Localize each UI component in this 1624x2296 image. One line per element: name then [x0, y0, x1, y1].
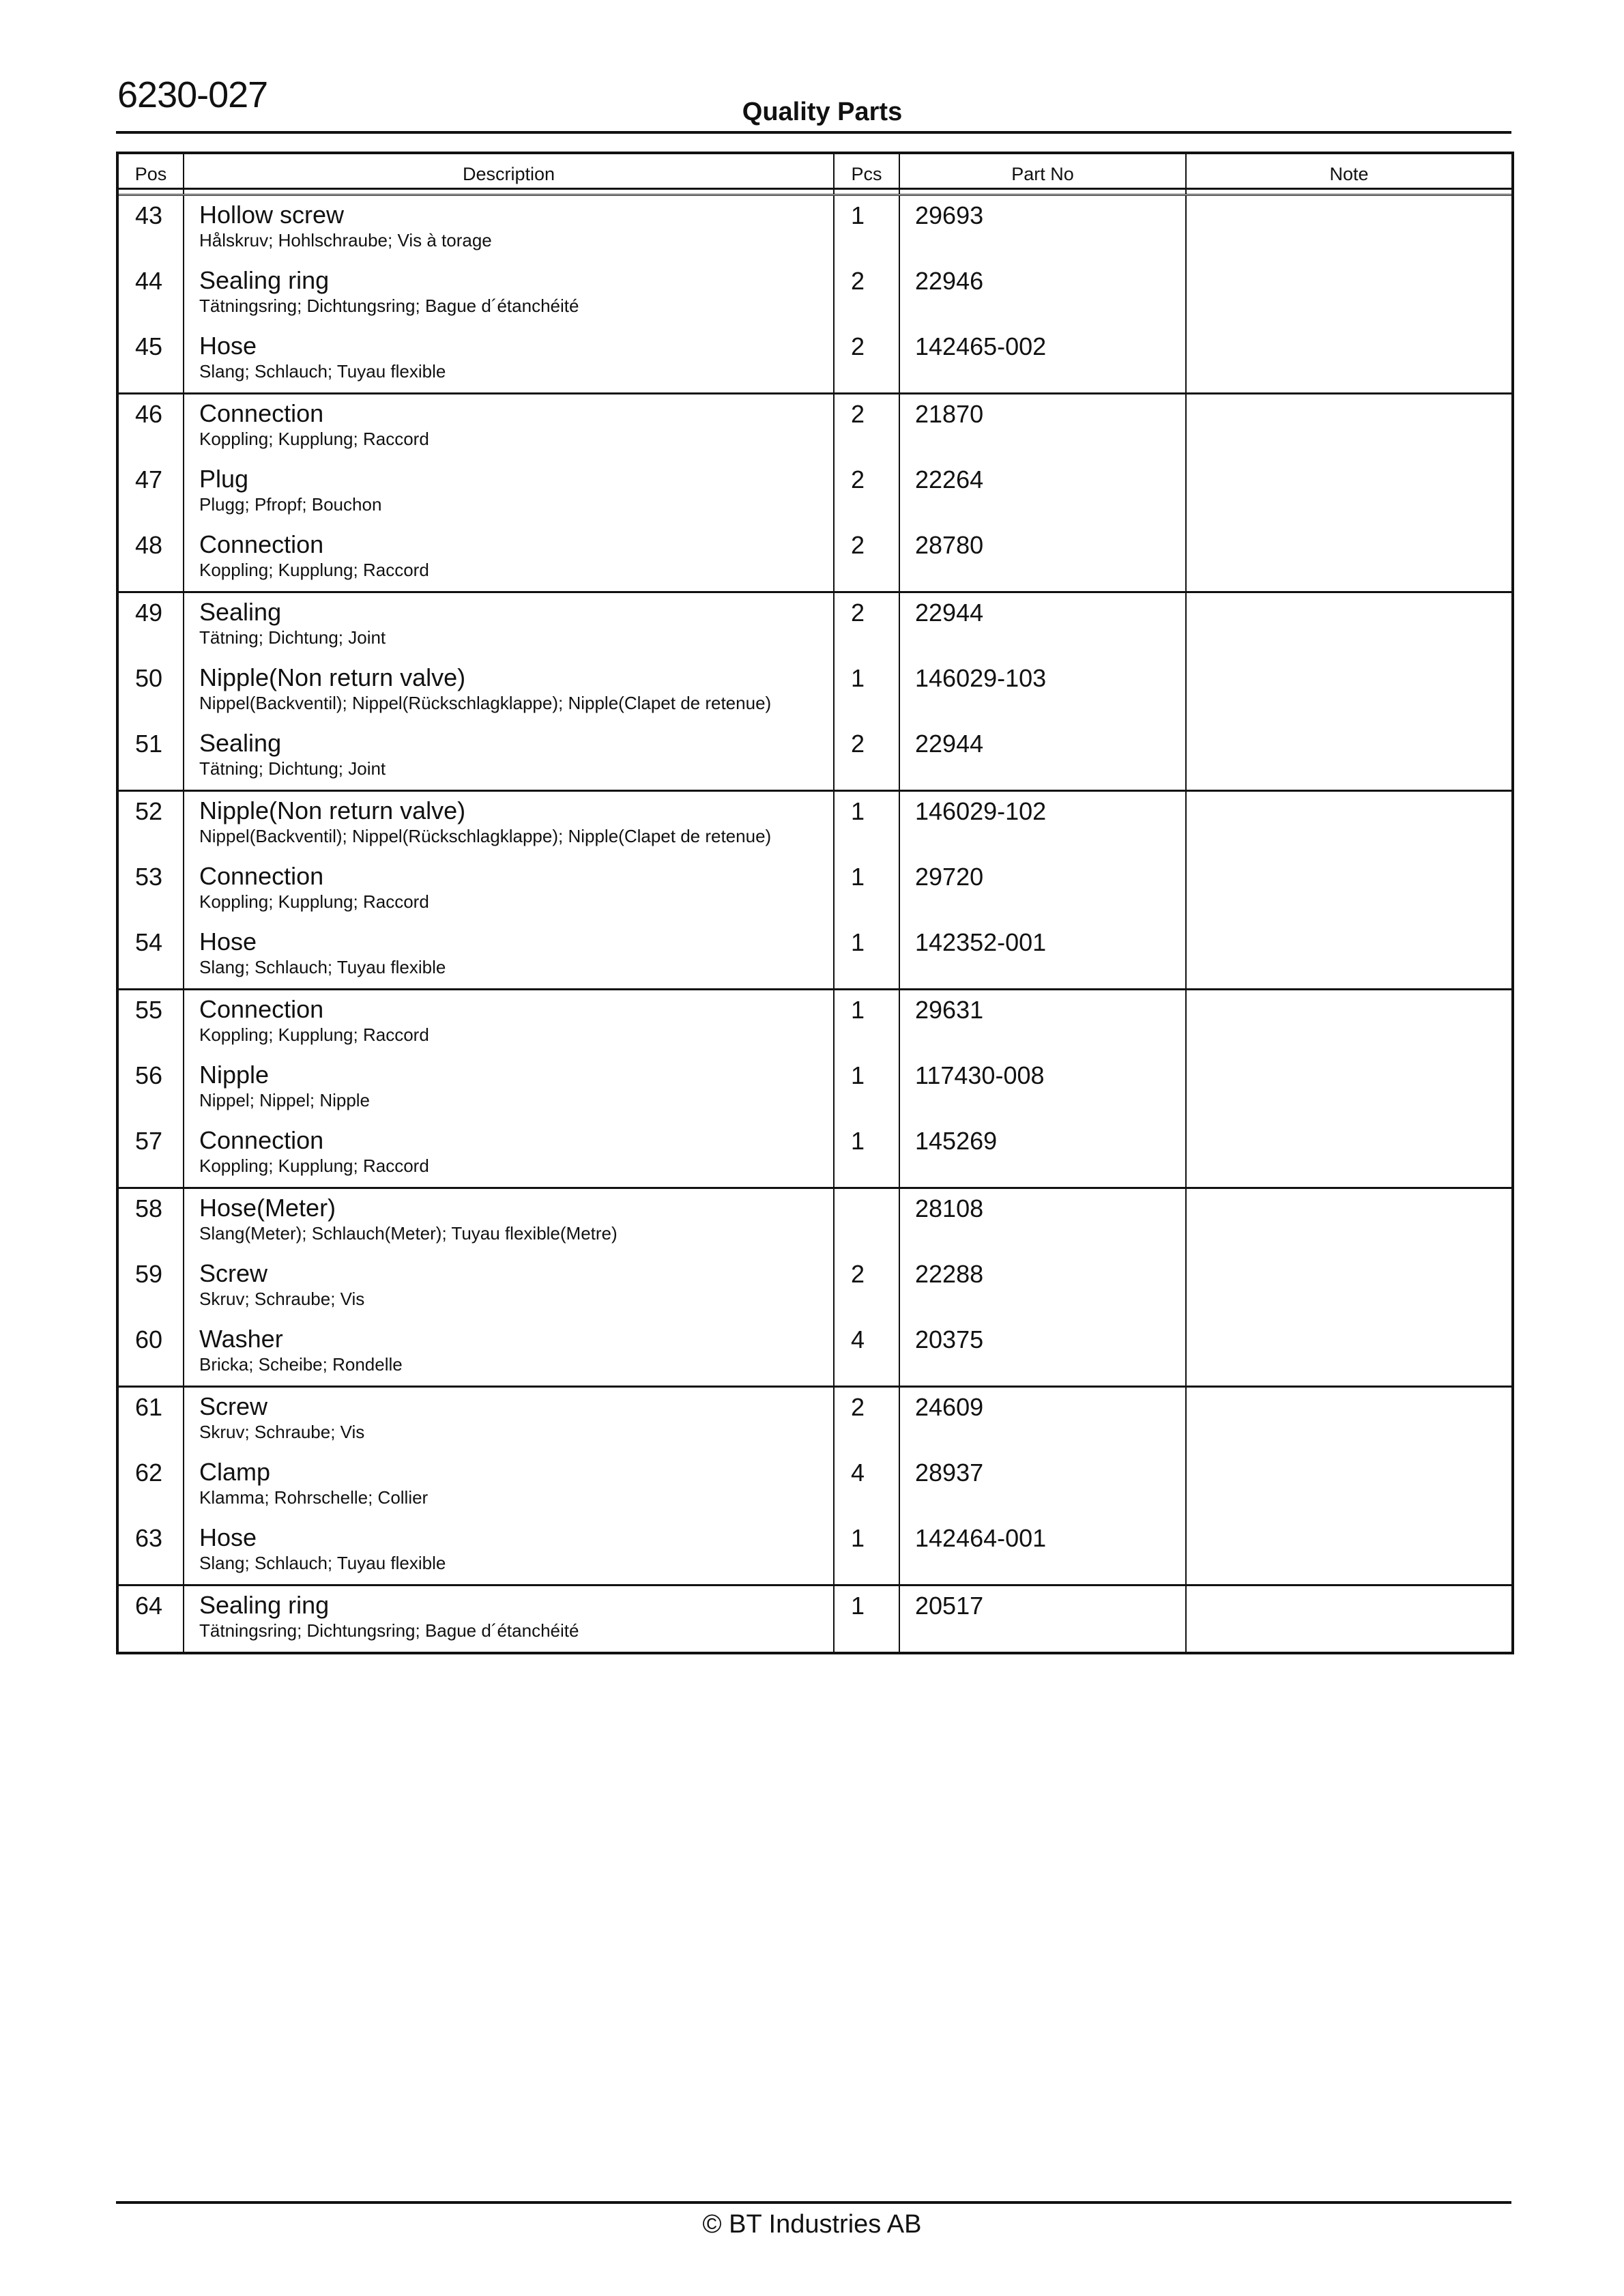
- part-translations: Koppling; Kupplung; Raccord: [199, 429, 429, 449]
- part-number-cell: 24609: [899, 1387, 1186, 1454]
- part-number-cell: 28937: [899, 1453, 1186, 1519]
- pos-cell: 52: [117, 791, 184, 858]
- pcs-cell: 2: [834, 592, 899, 659]
- description-cell: [184, 526, 834, 592]
- part-name: Connection: [199, 862, 324, 890]
- description-cell: [184, 460, 834, 526]
- note-cell: [1186, 1387, 1513, 1454]
- note-cell: [1186, 327, 1513, 394]
- pos-cell: 62: [117, 1453, 184, 1519]
- part-translations: Slang; Schlauch; Tuyau flexible: [199, 1553, 446, 1573]
- pcs-cell: 4: [834, 1320, 899, 1387]
- column-header-part-no: Part No: [899, 153, 1186, 195]
- pcs-cell: 1: [834, 1121, 899, 1188]
- part-translations: Koppling; Kupplung; Raccord: [199, 560, 429, 580]
- part-translations: Tätningsring; Dichtungsring; Bague d´étanchéité: [199, 1620, 579, 1641]
- pcs-cell: 2: [834, 1254, 899, 1320]
- pos-cell: 45: [117, 327, 184, 394]
- note-cell: [1186, 460, 1513, 526]
- pos-cell: 56: [117, 1056, 184, 1121]
- part-translations: Slang(Meter); Schlauch(Meter); Tuyau flexible(Metre): [199, 1223, 618, 1244]
- description-cell: [184, 724, 834, 791]
- part-name: Sealing ring: [199, 266, 330, 294]
- description-cell: [184, 990, 834, 1057]
- pos-cell: 58: [117, 1188, 184, 1255]
- column-header-note: Note: [1186, 153, 1513, 195]
- table-row: [117, 1585, 1513, 1654]
- part-number-cell: 22944: [899, 724, 1186, 791]
- column-header-description: Description: [184, 153, 834, 195]
- part-name: Washer: [199, 1325, 283, 1353]
- table-row: [117, 1387, 1513, 1454]
- table-row: [117, 1254, 1513, 1320]
- part-number-cell: 22264: [899, 460, 1186, 526]
- table-row: [117, 923, 1513, 990]
- part-number-cell: 117430-008: [899, 1056, 1186, 1121]
- table-row: [117, 724, 1513, 791]
- part-number-cell: 22288: [899, 1254, 1186, 1320]
- part-name: Hollow screw: [199, 201, 345, 229]
- description-cell: [184, 1188, 834, 1255]
- header-divider: [116, 131, 1511, 134]
- note-cell: [1186, 990, 1513, 1057]
- part-translations: Plugg; Pfropf; Bouchon: [199, 494, 382, 515]
- table-row: [117, 195, 1513, 262]
- part-name: Nipple(Non return valve): [199, 797, 466, 824]
- part-translations: Skruv; Schraube; Vis: [199, 1289, 365, 1309]
- pos-cell: 54: [117, 923, 184, 990]
- pcs-cell: 1: [834, 195, 899, 262]
- part-number-cell: 20375: [899, 1320, 1186, 1387]
- description-cell: [184, 791, 834, 858]
- table-row: [117, 1056, 1513, 1121]
- part-translations: Tätningsring; Dichtungsring; Bague d´étanchéité: [199, 296, 579, 316]
- pcs-cell: 1: [834, 1056, 899, 1121]
- table-row-group: [117, 394, 1513, 592]
- note-cell: [1186, 1519, 1513, 1585]
- note-cell: [1186, 1453, 1513, 1519]
- note-cell: [1186, 857, 1513, 923]
- part-number-cell: 146029-102: [899, 791, 1186, 858]
- part-translations: Bricka; Scheibe; Rondelle: [199, 1354, 403, 1375]
- pos-cell: 64: [117, 1585, 184, 1654]
- column-header-pos: Pos: [117, 153, 184, 195]
- note-cell: [1186, 1121, 1513, 1188]
- note-cell: [1186, 1585, 1513, 1654]
- column-header-pcs: Pcs: [834, 153, 899, 195]
- pcs-cell: 2: [834, 526, 899, 592]
- table-row: [117, 526, 1513, 592]
- description-cell: [184, 923, 834, 990]
- part-name: Plug: [199, 465, 249, 493]
- pcs-cell: 1: [834, 1585, 899, 1654]
- part-translations: Tätning; Dichtung; Joint: [199, 758, 386, 779]
- note-cell: [1186, 592, 1513, 659]
- description-cell: [184, 1121, 834, 1188]
- part-name: Nipple: [199, 1061, 270, 1089]
- table-row: [117, 460, 1513, 526]
- pcs-cell: 2: [834, 261, 899, 327]
- pcs-cell: 1: [834, 923, 899, 990]
- table-row-group: [117, 195, 1513, 394]
- pos-cell: 57: [117, 1121, 184, 1188]
- part-name: Screw: [199, 1392, 268, 1420]
- description-cell: [184, 1453, 834, 1519]
- page-title: Quality Parts: [742, 98, 903, 126]
- description-cell: [184, 1585, 834, 1654]
- part-name: Connection: [199, 399, 324, 427]
- note-cell: [1186, 1254, 1513, 1320]
- note-cell: [1186, 195, 1513, 262]
- note-cell: [1186, 724, 1513, 791]
- table-row: [117, 327, 1513, 394]
- part-name: Nipple(Non return valve): [199, 663, 466, 691]
- table-row-group: [117, 1188, 1513, 1387]
- part-name: Sealing: [199, 598, 282, 626]
- pcs-cell: 1: [834, 990, 899, 1057]
- pcs-cell: 2: [834, 394, 899, 461]
- pos-cell: 47: [117, 460, 184, 526]
- part-number-cell: 146029-103: [899, 659, 1186, 724]
- part-translations: Slang; Schlauch; Tuyau flexible: [199, 361, 446, 382]
- description-cell: [184, 1254, 834, 1320]
- note-cell: [1186, 659, 1513, 724]
- table-row-group: [117, 791, 1513, 990]
- part-translations: Nippel(Backventil); Nippel(Rückschlagklappe); Nipple(Clapet de retenue): [199, 693, 772, 713]
- part-name: Connection: [199, 530, 324, 558]
- pos-cell: 55: [117, 990, 184, 1057]
- table-row-group: [117, 990, 1513, 1188]
- part-name: Sealing: [199, 729, 282, 757]
- part-number-cell: 20517: [899, 1585, 1186, 1654]
- note-cell: [1186, 923, 1513, 990]
- part-number-cell: 21870: [899, 394, 1186, 461]
- description-cell: [184, 1320, 834, 1387]
- note-cell: [1186, 261, 1513, 327]
- part-name: Clamp: [199, 1458, 271, 1486]
- part-translations: Hålskruv; Hohlschraube; Vis à torage: [199, 230, 492, 250]
- pcs-cell: 4: [834, 1453, 899, 1519]
- table-row: [117, 1121, 1513, 1188]
- part-number-cell: 28780: [899, 526, 1186, 592]
- description-cell: [184, 327, 834, 394]
- table-row: [117, 1453, 1513, 1519]
- part-translations: Koppling; Kupplung; Raccord: [199, 1156, 429, 1176]
- part-name: Connection: [199, 995, 324, 1023]
- part-name: Hose(Meter): [199, 1194, 336, 1222]
- table-row-group: [117, 1387, 1513, 1585]
- copyright-footer: © BT Industries AB: [702, 2210, 922, 2239]
- description-cell: [184, 261, 834, 327]
- table-row: [117, 394, 1513, 461]
- description-cell: [184, 1056, 834, 1121]
- part-number-cell: 145269: [899, 1121, 1186, 1188]
- part-translations: Slang; Schlauch; Tuyau flexible: [199, 957, 446, 977]
- part-translations: Koppling; Kupplung; Raccord: [199, 891, 429, 912]
- description-cell: [184, 195, 834, 262]
- pos-cell: 48: [117, 526, 184, 592]
- part-number-cell: 142465-002: [899, 327, 1186, 394]
- table-row: [117, 1320, 1513, 1387]
- part-name: Hose: [199, 332, 257, 360]
- table-row: [117, 1519, 1513, 1585]
- note-cell: [1186, 791, 1513, 858]
- description-cell: [184, 592, 834, 659]
- table-row: [117, 1188, 1513, 1255]
- part-translations: Klamma; Rohrschelle; Collier: [199, 1487, 429, 1508]
- pcs-cell: 2: [834, 327, 899, 394]
- note-cell: [1186, 526, 1513, 592]
- table-row: [117, 857, 1513, 923]
- part-number-cell: 142352-001: [899, 923, 1186, 990]
- part-name: Screw: [199, 1259, 268, 1287]
- table-header: [117, 153, 1513, 195]
- pos-cell: 51: [117, 724, 184, 791]
- table-row: [117, 659, 1513, 724]
- table-row: [117, 261, 1513, 327]
- description-cell: [184, 1519, 834, 1585]
- part-number-cell: 29693: [899, 195, 1186, 262]
- pcs-cell: 2: [834, 1387, 899, 1454]
- pcs-cell: 1: [834, 857, 899, 923]
- pos-cell: 49: [117, 592, 184, 659]
- pcs-cell: [834, 1188, 899, 1255]
- footer-divider: [116, 2201, 1511, 2204]
- note-cell: [1186, 1188, 1513, 1255]
- part-number-cell: 22944: [899, 592, 1186, 659]
- table-row: [117, 592, 1513, 659]
- part-number-cell: 29720: [899, 857, 1186, 923]
- pcs-cell: 1: [834, 659, 899, 724]
- pcs-cell: 2: [834, 460, 899, 526]
- table-row: [117, 990, 1513, 1057]
- part-name: Hose: [199, 1523, 257, 1551]
- pos-cell: 53: [117, 857, 184, 923]
- part-translations: Tätning; Dichtung; Joint: [199, 627, 386, 648]
- pos-cell: 43: [117, 195, 184, 262]
- description-cell: [184, 659, 834, 724]
- pos-cell: 60: [117, 1320, 184, 1387]
- pos-cell: 46: [117, 394, 184, 461]
- table-row: [117, 791, 1513, 858]
- pcs-cell: 1: [834, 1519, 899, 1585]
- part-name: Sealing ring: [199, 1591, 330, 1619]
- pos-cell: 50: [117, 659, 184, 724]
- note-cell: [1186, 394, 1513, 461]
- part-name: Hose: [199, 928, 257, 956]
- note-cell: [1186, 1320, 1513, 1387]
- document-number: 6230-027: [117, 74, 268, 115]
- pos-cell: 44: [117, 261, 184, 327]
- part-translations: Nippel; Nippel; Nipple: [199, 1090, 371, 1110]
- note-cell: [1186, 1056, 1513, 1121]
- part-translations: Skruv; Schraube; Vis: [199, 1422, 365, 1442]
- description-cell: [184, 1387, 834, 1454]
- part-translations: Koppling; Kupplung; Raccord: [199, 1024, 429, 1045]
- pcs-cell: 2: [834, 724, 899, 791]
- pos-cell: 59: [117, 1254, 184, 1320]
- part-number-cell: 22946: [899, 261, 1186, 327]
- pos-cell: 63: [117, 1519, 184, 1585]
- part-number-cell: 142464-001: [899, 1519, 1186, 1585]
- pos-cell: 61: [117, 1387, 184, 1454]
- description-cell: [184, 394, 834, 461]
- table-row-group: [117, 592, 1513, 791]
- parts-table: [116, 152, 1514, 1654]
- part-number-cell: 29631: [899, 990, 1186, 1057]
- part-translations: Nippel(Backventil); Nippel(Rückschlagklappe); Nipple(Clapet de retenue): [199, 826, 772, 846]
- part-name: Connection: [199, 1126, 324, 1154]
- part-number-cell: 28108: [899, 1188, 1186, 1255]
- pcs-cell: 1: [834, 791, 899, 858]
- table-row-group: [117, 1585, 1513, 1654]
- description-cell: [184, 857, 834, 923]
